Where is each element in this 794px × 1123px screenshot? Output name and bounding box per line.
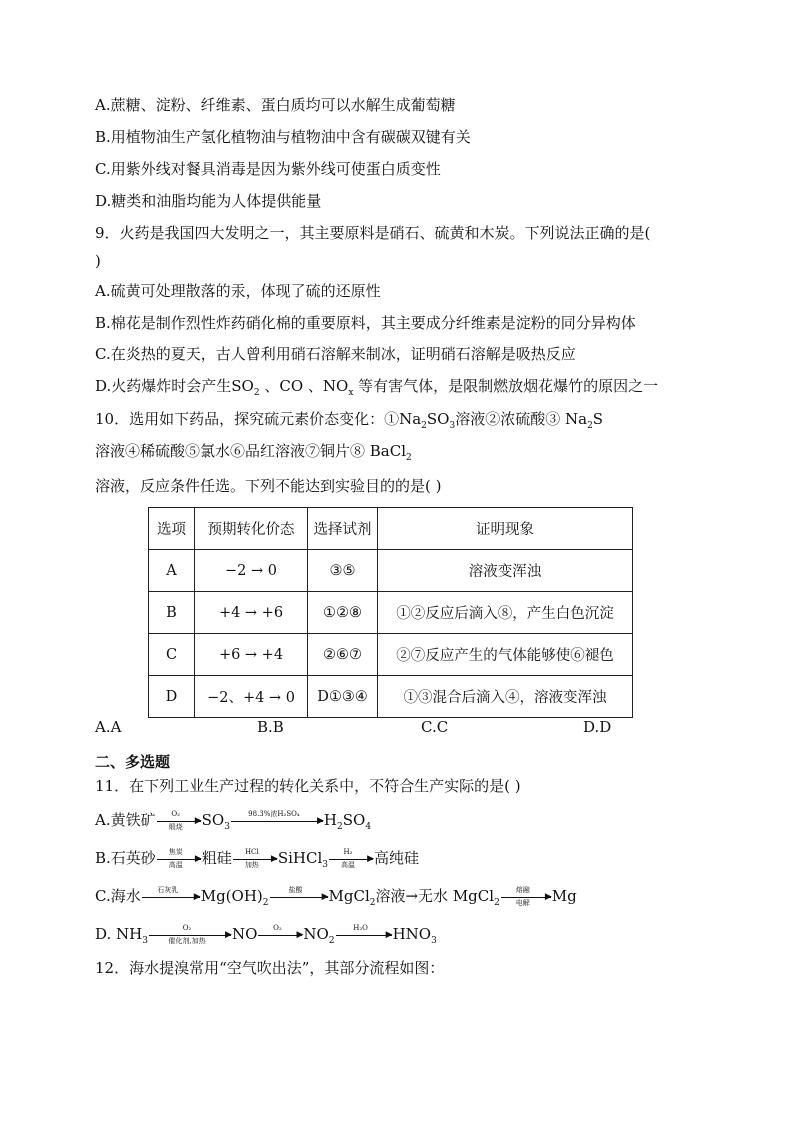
table-row (149, 550, 633, 592)
table-cell: ①③混合后滴入④，溶液变浑浊 (378, 676, 633, 718)
q10-option-c: C.C (421, 718, 449, 736)
table-cell: ③⑤ (308, 550, 378, 592)
q11-option-b: B.石英砂 焦炭 ▶ 高温 粗硅 HCl ▶ 加热 SiHCl$_3$ H₂ ▶ 高温 高纯硅 (95, 848, 419, 870)
reaction-arrow: O₂ ▶ (258, 934, 302, 936)
q8-option-c: C.用紫外线对餐具消毒是因为紫外线可使蛋白质变性 (95, 160, 441, 178)
q11-option-a: A.黄铁矿 O₂ ▶ 煅烧 $SO_3$ 98.3%浓H₂SO₄ ▶ $H_2SO_4$ (95, 810, 372, 832)
table-cell: −2 → 0 (195, 550, 308, 592)
table-cell: D (149, 676, 195, 718)
reaction-arrow: 熔融 ▶ 电解 (501, 896, 551, 898)
table-cell: +4 → +6 (195, 592, 308, 634)
q9-option-a: A.硫黄可处理散落的汞，体现了硫的还原性 (95, 282, 381, 300)
table-row (149, 634, 633, 676)
table-cell: 溶液变浑浊 (378, 550, 633, 592)
table-cell: ①②反应后滴入⑧，产生白色沉淀 (378, 592, 633, 634)
q10-option-d: D.D (583, 718, 612, 736)
q9-stem-bracket: ) (95, 252, 101, 270)
q10-stem-line2: 溶液④稀硫酸⑤氯水⑥品红溶液⑦铜片⑧ BaCl$_2$ (95, 442, 412, 463)
table-cell: A (149, 550, 195, 592)
table-cell: ②⑦反应产生的气体能够使⑥褪色 (378, 634, 633, 676)
reaction-arrow: HCl ▶ 加热 (233, 858, 277, 860)
table-cell: C (149, 634, 195, 676)
table-header: 选项 (149, 508, 195, 550)
reaction-arrow: O₂ ▶ 煅烧 (157, 820, 201, 822)
q11-stem: 11．在下列工业生产过程的转化关系中，不符合生产实际的是( ) (95, 777, 521, 795)
q10-stem-line1: 10．选用如下药品，探究硫元素价态变化：$①Na_2SO_3$溶液②浓硫酸③ $Na_2S$ (95, 410, 604, 431)
q9-option-c: C.在炎热的夏天，古人曾利用硝石溶解来制冰，证明硝石溶解是吸热反应 (95, 345, 576, 363)
q12-stem: 12．海水提溴常用“空气吹出法”，其部分流程如图： (95, 959, 445, 977)
table-header: 预期转化价态 (195, 508, 308, 550)
table-cell: B (149, 592, 195, 634)
table-row (149, 592, 633, 634)
reaction-arrow: O₂ ▶ 催化剂,加热 (149, 934, 231, 936)
table-header: 选择试剂 (308, 508, 378, 550)
reaction-arrow: 98.3%浓H₂SO₄ ▶ (231, 820, 323, 822)
q10-option-b: B.B (257, 718, 284, 736)
q10-option-a: A.A (95, 718, 122, 736)
table-cell: +6 → +4 (195, 634, 308, 676)
q8-option-b: B.用植物油生产氢化植物油与植物油中含有碳碳双键有关 (95, 128, 471, 146)
table-cell: D①③④ (308, 676, 378, 718)
table-header: 证明现象 (378, 508, 633, 550)
reaction-arrow: H₂O ▶ (336, 934, 392, 936)
q8-option-a: A.蔗糖、淀粉、纤维素、蛋白质均可以水解生成葡萄糖 (95, 96, 456, 114)
table-cell: −2、+4 → 0 (195, 676, 308, 718)
reaction-arrow: 盐酸 ▶ (270, 896, 328, 898)
table-cell: ①②⑧ (308, 592, 378, 634)
q8-option-d: D.糖类和油脂均能为人体提供能量 (95, 192, 322, 210)
reaction-arrow: 石灰乳 ▶ (142, 896, 200, 898)
reaction-arrow: 焦炭 ▶ 高温 (157, 858, 201, 860)
q9-option-d: D.火药爆炸时会产生$SO_2$ 、CO 、$NO_x$ 等有害气体，是限制燃放烟花爆竹的原因之一 (95, 377, 659, 398)
table-row (149, 676, 633, 718)
q11-option-d: D. $NH_3$ O₂ ▶ 催化剂,加热 NO O₂ ▶ $NO_2$ H₂O ▶ $HNO_3$ (95, 924, 437, 946)
section-heading: 二、多选题 (95, 753, 171, 771)
q10-table (148, 507, 633, 718)
table-cell: ②⑥⑦ (308, 634, 378, 676)
q9-option-b: B.棉花是制作烈性炸药硝化棉的重要原料，其主要成分纤维素是淀粉的同分异构体 (95, 314, 636, 332)
q10-stem-line3: 溶液，反应条件任选。下列不能达到实验目的的是( ) (95, 477, 442, 495)
q9-stem: 9．火药是我国四大发明之一，其主要原料是硝石、硫黄和木炭。下列说法正确的是( (95, 224, 651, 242)
reaction-arrow: H₂ ▶ 高温 (329, 858, 373, 860)
table-header-row (149, 508, 633, 550)
q11-option-c: C.海水 石灰乳 ▶ $Mg(OH)_2$ 盐酸 ▶ MgCl$_2$溶液→无水 MgCl$_2$ 熔融 ▶ 电解 Mg (95, 886, 577, 908)
